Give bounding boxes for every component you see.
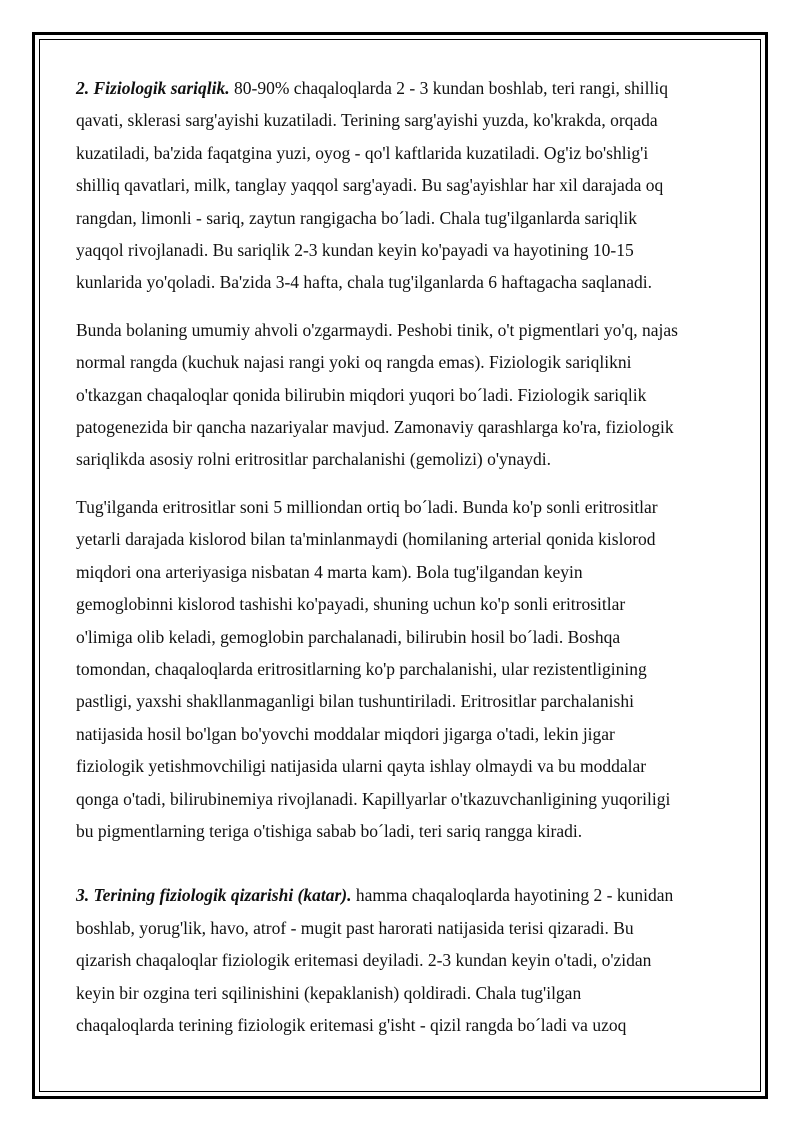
text-line: o'limiga olib keladi, gemoglobin parchalanadi, bilirubin hosil bo´ladi. Boshqa [76, 626, 621, 647]
text-line: Bunda bolaning umumiy ahvoli o'zgarmaydi. Peshobi tinik, o't pigmentlari yo'q, najas [76, 319, 678, 340]
text-run: 80-90% chaqaloqlarda 2 - 3 kundan boshlab, teri rangi, shilliq [229, 78, 669, 98]
paragraph [76, 314, 726, 476]
text-line: bu pigmentlarning teriga o'tishiga sabab bo´ladi, teri sariq rangga kiradi. [76, 820, 583, 841]
section-skin-redness [76, 879, 726, 1041]
text-line: keyin bir ozgina teri sqilinishini (kepaklanish) qoldiradi. Chala tug'ilgan [76, 982, 582, 1003]
text-line: o'tkazgan chaqaloqlar qonida bilirubin miqdori yuqori bo´ladi. Fiziologik sariqlik [76, 384, 647, 405]
text-line [76, 72, 726, 104]
text-line: qonga o'tadi, bilirubinemiya rivojlanadi. Kapillyarlar o'tkazuvchanligining yuqoriligi [76, 788, 671, 809]
text-line: kunlarida yo'qoladi. Ba'zida 3-4 hafta, chala tug'ilganlarda 6 haftagacha saqlanadi. [76, 272, 653, 293]
text-line: shilliq qavatlari, milk, tanglay yaqqol sarg'ayadi. Bu sag'ayishlar har xil darajada oq [76, 175, 664, 196]
text-run: hamma chaqaloqlarda hayotining 2 - kunidan [351, 885, 674, 906]
text-line: gemoglobinni kislorod tashishi ko'payadi, shuning uchun ko'p sonli eritrositlar [76, 594, 626, 615]
text-line: boshlab, yorug'lik, havo, atrof - mugit past harorati natijasida terisi qizaradi. Bu [76, 917, 634, 938]
section-physiological-jaundice [76, 72, 726, 299]
text-line: yaqqol rivojlanadi. Bu sariqlik 2-3 kundan keyin ko'payadi va hayotining 10-15 [76, 240, 634, 261]
text-line: normal rangda (kuchuk najasi rangi yoki oq rangda emas). Fiziologik sariqlikni [76, 352, 632, 373]
text-line: fiziologik yetishmovchiligi natijasida ularni qayta ishlay olmaydi va bu moddalar [76, 756, 647, 777]
text-line: kuzatiladi, ba'zida faqatgina yuzi, oyog - qo'l kaftlarida kuzatiladi. Og'iz bo'shlig'i [76, 142, 649, 163]
text-line: tomondan, chaqaloqlarda eritrositlarning ko'p parchalanishi, ular rezistentligining [76, 658, 647, 679]
text-line: chaqaloqlarda terining fiziologik eritemasi g'isht - qizil rangda bo´ladi va uzoq [76, 1014, 627, 1035]
text-line: pastligi, yaxshi shakllanmaganligi bilan tushuntiriladi. Eritrositlar parchalanishi [76, 691, 634, 712]
text-line: natijasida hosil bo'lgan bo'yovchi moddalar miqdori jigarga o'tadi, lekin jigar [76, 723, 615, 744]
text-line: miqdori ona arteriyasiga nisbatan 4 marta kam). Bola tug'ilgandan keyin [76, 561, 583, 582]
text-line: Tug'ilganda eritrositlar soni 5 milliondan ortiq bo´ladi. Bunda ko'p sonli eritrositlar [76, 496, 658, 517]
text-line: qizarish chaqaloqlar fiziologik eritemasi deyiladi. 2-3 kundan keyin o'tadi, o'zidan [76, 950, 652, 971]
paragraph [76, 491, 726, 847]
text-line: rangdan, limonli - sariq, zaytun rangigacha bo´ladi. Chala tug'ilganlarda sariqlik [76, 207, 638, 228]
text-line: patogenezida bir qancha nazariyalar mavjud. Zamonaviy qarashlarga ko'ra, fiziologik [76, 417, 674, 438]
document-body [76, 72, 726, 1041]
section-heading: 2. Fiziologik sariqlik. [76, 78, 230, 98]
text-line [76, 879, 726, 911]
text-line: yetarli darajada kislorod bilan ta'minlanmaydi (homilaning arterial qonida kislorod [76, 529, 656, 550]
text-line: qavati, sklerasi sarg'ayishi kuzatiladi. Terining sarg'ayishi yuzda, ko'krakda, orqada [76, 110, 658, 131]
text-line: sariqlikda asosiy rolni eritrositlar parchalanishi (gemolizi) o'ynaydi. [76, 449, 552, 470]
section-heading: 3. Terining fiziologik qizarishi (katar). [76, 885, 352, 906]
